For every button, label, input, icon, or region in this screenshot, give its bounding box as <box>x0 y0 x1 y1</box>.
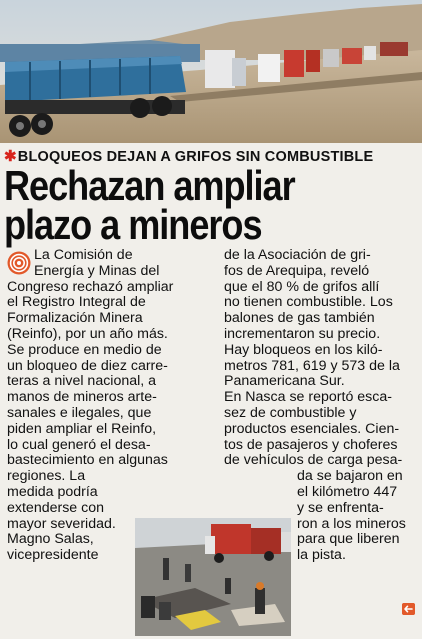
body-line: (Reinfo), por un año más. <box>7 325 168 342</box>
top-photo-trucks-blockade <box>0 0 422 143</box>
body-line: La Comisión de <box>34 247 133 263</box>
body-line: piden ampliar el Reinfo, <box>7 420 157 437</box>
body-line: el kilómetro 447 <box>297 483 398 500</box>
body-line: balones de gas también <box>224 310 375 327</box>
body-line: vicepresidente <box>7 547 99 564</box>
kicker-text: BLOQUEOS DEJAN A GRIFOS SIN COMBUSTIBLE <box>17 149 374 165</box>
body-line: metros 781, 619 y 573 de la <box>224 357 400 374</box>
body-line: Panamericana Sur. <box>224 373 345 390</box>
body-line: sanales e ilegales, que <box>7 404 152 421</box>
body-line: Magno Salas, <box>7 531 94 548</box>
body-line: incrementaron su precio. <box>224 325 381 342</box>
body-left-column <box>7 248 219 564</box>
body-line: fos de Arequipa, reveló <box>224 262 370 279</box>
body-line: y se enfrenta- <box>297 499 384 516</box>
inset-photo-blockade <box>135 518 291 636</box>
body-line: sez de combustible y <box>224 404 357 421</box>
body-line: da se bajaron en <box>297 468 403 485</box>
body-line: teras a nivel nacional, a <box>7 373 157 390</box>
headline <box>4 162 362 248</box>
body-line: no tienen combustible. Los <box>224 294 393 311</box>
body-line: la pista. <box>297 547 346 564</box>
body-line: para que liberen <box>297 531 400 548</box>
body-line: Se produce en medio de <box>7 341 162 358</box>
body-line: mayor severidad. <box>7 515 116 532</box>
body-line: regiones. La <box>7 468 86 485</box>
body-line: manos de mineros arte- <box>7 389 157 406</box>
body-line: medida podría <box>7 483 98 500</box>
headline-line: plazo a mineros <box>4 201 262 248</box>
body-line: Formalización Minera <box>7 310 143 327</box>
body-line: ron a los mineros <box>297 515 406 532</box>
body-line: lo cual generó el desa- <box>7 436 151 453</box>
body-line: el Registro Integral de <box>7 294 146 311</box>
body-line: extenderse con <box>7 499 105 516</box>
body-line: de la Asociación de gri- <box>224 247 371 263</box>
body-line: En Nasca se reportó esca- <box>224 389 392 406</box>
body-line: Congreso rechazó ampliar <box>7 278 174 295</box>
headline-line: Rechazan ampliar <box>4 162 295 209</box>
body-line: productos esenciales. Cien- <box>224 420 400 437</box>
body-line: un bloqueo de diez carre- <box>7 357 168 374</box>
body-line: tos de pasajeros y choferes <box>224 436 398 453</box>
body-line: que el 80 % de grifos allí <box>224 278 380 295</box>
body-line: bastecimiento en algunas <box>7 452 168 469</box>
body-line: de vehículos de carga pesa- <box>224 452 403 469</box>
end-arrow-icon <box>402 603 415 615</box>
body-line: Energía y Minas del <box>34 262 160 279</box>
asterisk-icon: ✱ <box>4 148 17 165</box>
body-line: Hay bloqueos en los kiló- <box>224 341 383 358</box>
body-right-column <box>224 248 420 564</box>
